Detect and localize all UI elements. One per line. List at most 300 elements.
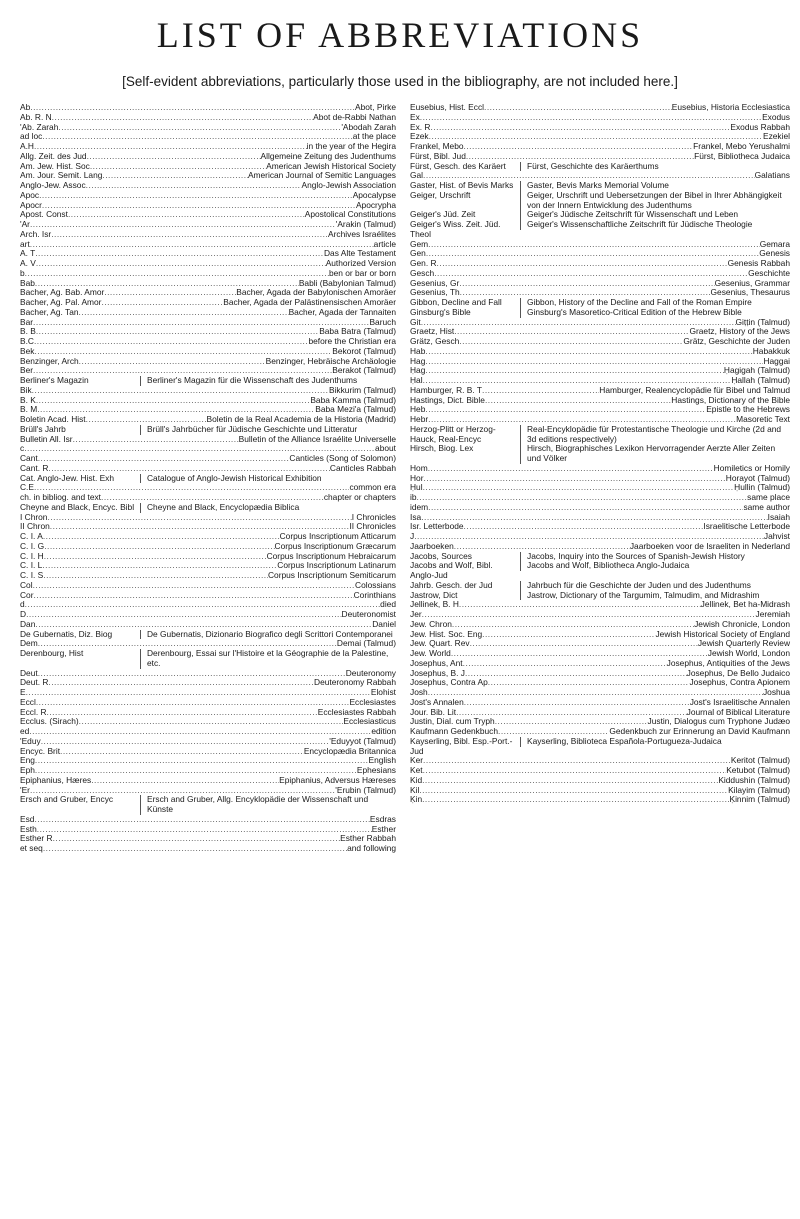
abbreviation-term: Allg. Zeit. des Jud [20, 150, 87, 161]
abbreviation-meaning: Jacobs, Inquiry into the Sources of Spanish-Jewish History [520, 552, 790, 562]
abbreviation-term: Ab. R. N [20, 111, 52, 122]
abbreviation-meaning: Esther [371, 823, 396, 834]
abbreviation-entry [410, 191, 790, 211]
abbreviation-term: B.C [20, 336, 34, 346]
dot-leader [101, 298, 223, 308]
abbreviation-meaning: Horayot (Talmud) [725, 472, 790, 483]
abbreviation-term: A. T [20, 248, 36, 259]
abbreviation-term: II Chron [20, 521, 50, 532]
dot-leader [79, 308, 289, 318]
abbreviation-term: et seq [20, 843, 43, 853]
abbreviation-term: Ex. R [410, 121, 431, 132]
abbreviation-term: Frankel, Mebo [410, 141, 464, 151]
abbreviation-entry [20, 844, 396, 854]
abbreviation-term: Bek [20, 345, 35, 356]
abbreviation-meaning: about [375, 443, 396, 454]
abbreviation-meaning: Jeremiah [755, 609, 790, 619]
abbreviation-term: Bar [20, 316, 34, 327]
abbreviation-meaning: Baba Kamma (Talmud) [310, 394, 396, 405]
abbreviation-term: Jaarboeken [410, 540, 454, 551]
abbreviation-meaning: Derenbourg, Essai sur l'Histoire et la Géographie de la Palestine, etc. [140, 649, 396, 669]
abbreviation-term: Bacher, Ag. Pal. Amor [20, 297, 102, 307]
abbreviation-term: Grätz, Gesch [410, 336, 460, 346]
abbreviation-meaning: Deuteronomy Rabbah [314, 677, 396, 688]
abbreviation-meaning: Gemara [759, 238, 790, 249]
abbreviation-term: Bacher, Ag. Tan [20, 306, 79, 317]
abbreviation-meaning: Giṭṭin (Talmud) [735, 316, 790, 327]
abbreviation-entry [20, 123, 396, 133]
abbreviation-entry [410, 405, 790, 415]
abbreviation-meaning: Corpus Inscriptionum Latinarum [277, 560, 396, 571]
dot-leader [482, 630, 655, 640]
abbreviation-term: Gibbon, Decline and Fall [410, 297, 502, 307]
dot-leader [425, 405, 706, 415]
dot-leader [425, 347, 752, 357]
abbreviation-term: Hag [410, 355, 426, 366]
abbreviation-term: c [20, 443, 25, 454]
abbreviation-term: Eusebius, Hist. Eccl [410, 102, 485, 112]
abbreviation-term: Col [20, 579, 33, 590]
abbreviation-term: Ḳin [410, 794, 423, 805]
abbreviation-term: d [20, 599, 25, 610]
abbreviation-meaning: Jacobs and Wolf, Bibliotheca Anglo-Judaica [520, 561, 790, 571]
abbreviation-meaning: 'Erubin (Talmud) [335, 784, 396, 795]
abbreviation-entry [20, 649, 396, 669]
dot-leader [79, 717, 344, 727]
abbreviation-meaning: Baba Batra (Talmud) [319, 326, 396, 337]
dot-leader [68, 210, 305, 220]
abbreviation-meaning: ben or bar or born [328, 267, 396, 278]
abbreviation-entry [410, 123, 790, 133]
abbreviation-meaning: Jewish Historical Society of England [655, 628, 790, 639]
abbreviation-term: Apoc [20, 189, 40, 200]
abbreviation-term: A. V [20, 258, 36, 268]
abbreviation-term: Gen [410, 248, 426, 259]
abbreviation-meaning: Kayserling, Biblioteca Española-Portugueza-Judaica [520, 737, 790, 747]
abbreviation-meaning: Hamburger, Realencyclopädie für Bibel und Talmud [599, 384, 790, 395]
abbreviation-term: Gal [410, 170, 424, 181]
dot-leader [26, 688, 371, 698]
abbreviation-meaning: Abot, Pirke [355, 102, 396, 112]
abbreviation-term: Jew. Quart. Rev [410, 638, 470, 649]
abbreviation-term: Jost's Annalen [410, 696, 464, 707]
abbreviation-meaning: chapter or chapters [323, 492, 396, 502]
abbreviation-term: Deut. R [20, 677, 49, 688]
abbreviation-meaning: Ecclesiasticus [343, 716, 396, 727]
abbreviation-term: 'Ar [20, 219, 30, 229]
abbreviation-meaning: II Chronicles [349, 521, 396, 532]
abbreviation-entry [410, 522, 790, 532]
dot-leader [423, 483, 735, 493]
abbreviation-entry [410, 162, 790, 172]
abbreviation-term: 'Er [20, 784, 30, 795]
abbreviation-term: Kayserling, Bibl. Esp.-Port.-Jud [410, 735, 513, 756]
abbreviation-meaning: Elohist [370, 687, 396, 697]
abbreviation-meaning: before the Christian era [308, 336, 396, 346]
abbreviation-term: Gaster, Hist. of Bevis Marks [410, 180, 514, 190]
abbreviation-meaning: Canticles (Song of Solomon) [289, 453, 396, 463]
dot-leader [30, 103, 355, 113]
abbreviation-meaning: Canticles Rabbah [329, 462, 396, 473]
abbreviation-meaning: De Gubernatis, Dizionario Biografico degli Scrittori Contemporanei [140, 630, 396, 640]
abbreviation-term: Ex [410, 111, 420, 122]
dot-leader [53, 834, 341, 844]
abbreviation-term: ch. in bibliog. and text [20, 492, 102, 502]
abbreviation-entry [20, 308, 396, 318]
abbreviation-meaning: Apostolical Constitutions [304, 209, 396, 220]
dot-leader [25, 600, 380, 610]
abbreviation-term: Ginsburg's Bible [410, 306, 471, 317]
abbreviation-entry [20, 581, 396, 591]
abbreviation-term: Brüll's Jahrb [20, 423, 66, 434]
abbreviation-meaning: Gesenius, Grammar [714, 277, 790, 288]
abbreviation-meaning: Abot de-Rabbi Nathan [313, 111, 396, 122]
abbreviation-term: art [20, 238, 30, 249]
dot-leader [424, 474, 726, 484]
dot-leader [36, 259, 326, 269]
abbreviation-meaning: Baba Mezi'a (Talmud) [315, 404, 396, 415]
abbreviation-term: Isr. Letterbode [410, 521, 464, 532]
abbreviation-term: Ber [20, 365, 34, 376]
abbreviation-term: Fürst, Gesch. des Karäert [410, 160, 506, 171]
dot-leader [423, 766, 727, 776]
abbreviation-meaning: edition [371, 726, 396, 736]
abbreviation-term: Esther R [20, 833, 53, 844]
dot-leader [465, 669, 687, 679]
abbreviation-meaning: Epistle to the Hebrews [706, 404, 790, 415]
abbreviation-meaning: American Journal of Semitic Languages [247, 170, 396, 181]
abbreviation-meaning: Baruch [369, 316, 396, 327]
abbreviation-entry [410, 337, 790, 347]
dot-leader [36, 327, 319, 337]
dot-leader [422, 795, 729, 805]
abbreviation-term: Jahrb. Gesch. der Jud [410, 579, 493, 590]
abbreviation-term: Bacher, Ag. Bab. Amor [20, 287, 105, 298]
abbreviation-meaning: Genesis Rabbah [727, 258, 790, 268]
abbreviation-term: Benzinger, Arch [20, 355, 79, 366]
dot-leader [488, 678, 690, 688]
abbreviation-term: Josephus, Contra Ap [410, 677, 488, 688]
abbreviation-entry [410, 561, 790, 581]
dot-leader [91, 776, 279, 786]
abbreviation-meaning: Bekorot (Talmud) [332, 345, 396, 356]
abbreviation-entry [410, 240, 790, 250]
abbreviation-term: D [20, 609, 27, 619]
abbreviation-meaning: Apocrypha [355, 199, 396, 210]
abbreviation-meaning: Isaiah [767, 511, 790, 522]
abbreviation-meaning: Deuteronomy [345, 667, 396, 678]
dot-leader [459, 279, 714, 289]
abbreviation-entry [20, 571, 396, 581]
abbreviation-term: Am. Jour. Semit. Lang [20, 170, 103, 181]
abbreviation-term: Josh [410, 687, 428, 697]
abbreviation-meaning: Genesis [759, 248, 790, 259]
abbreviation-term: ed [20, 726, 30, 736]
abbreviation-term: Cor [20, 589, 34, 600]
dot-leader [420, 113, 762, 123]
abbreviation-meaning: Ḥullin (Talmud) [734, 482, 790, 493]
abbreviation-term: Hebr [410, 414, 429, 424]
abbreviation-meaning: Ginsburg's Masoretico-Critical Edition of the Hebrew Bible [520, 308, 790, 318]
abbreviation-meaning: Gesenius, Thesaurus [710, 287, 790, 298]
abbreviation-term: Gen. R [410, 258, 437, 268]
abbreviation-entry [20, 717, 396, 727]
abbreviation-entry [20, 815, 396, 825]
dot-leader [423, 756, 731, 766]
dot-leader [52, 113, 313, 123]
abbreviation-term: Jer [410, 609, 422, 619]
dot-leader [47, 708, 318, 718]
abbreviation-meaning: Joshua [762, 687, 790, 697]
dot-leader [425, 366, 724, 376]
abbreviation-meaning: Gibbon, History of the Decline and Fall of the Roman Empire [520, 298, 790, 308]
abbreviation-term: Kaufmann Gedenkbuch [410, 726, 498, 736]
abbreviation-term: Kil [410, 784, 420, 795]
abbreviation-term: Ezek [410, 131, 429, 142]
dot-leader [30, 220, 336, 230]
abbreviation-term: B. B [20, 326, 36, 337]
abbreviation-meaning: Corpus Inscriptionum Hebraicarum [266, 550, 396, 561]
abbreviation-term: Ker [410, 755, 424, 766]
abbreviation-entry [410, 103, 790, 113]
dot-leader [32, 386, 329, 396]
abbreviation-meaning: Keritot (Talmud) [730, 755, 790, 766]
abbreviation-meaning: Bacher, Agada der Tannaiten [288, 306, 396, 317]
abbreviation-meaning: Exodus [762, 111, 790, 122]
dot-leader [60, 747, 304, 757]
dot-leader [25, 269, 329, 279]
abbreviation-term: Herzog-Plitt or Herzog-Hauck, Real-Encyc [410, 423, 496, 444]
abbreviation-term: Josephus, B. J [410, 667, 465, 678]
abbreviation-meaning: Haggai [763, 355, 790, 366]
abbreviation-term: De Gubernatis, Diz. Biog [20, 628, 113, 639]
abbreviation-term: b [20, 267, 25, 278]
abbreviation-meaning: at the place [352, 131, 396, 142]
abbreviation-meaning: Encyclopædia Britannica [303, 745, 396, 756]
abbreviation-term: Ersch and Gruber, Encyc [20, 794, 114, 805]
dot-leader [34, 337, 309, 347]
abbreviation-meaning: Josephus, Antiquities of the Jews [666, 657, 790, 668]
dot-leader [26, 610, 341, 620]
dot-leader [79, 357, 266, 367]
abbreviation-meaning: same place [747, 492, 790, 502]
abbreviation-term: Isa [410, 511, 422, 522]
abbreviation-term: Hom [410, 462, 428, 473]
dot-leader [47, 513, 351, 523]
dot-leader [36, 698, 350, 708]
abbreviation-meaning: common era [349, 482, 396, 493]
dot-leader [43, 571, 268, 581]
dot-leader [421, 318, 736, 328]
abbreviation-term: Eccl. R [20, 706, 47, 717]
abbreviation-meaning: Esdras [369, 813, 396, 824]
abbreviation-term: Ket [410, 765, 423, 775]
dot-leader [425, 357, 763, 367]
abbreviation-term: C. I. H [20, 550, 44, 561]
abbreviation-meaning: Ḥallah (Talmud) [731, 375, 790, 385]
abbreviation-term: Geiger, Urschrift [410, 189, 471, 200]
abbreviation-meaning: Catalogue of Anglo-Jewish Historical Exhibition [140, 474, 396, 484]
abbreviation-term: Josephus, Ant [410, 657, 463, 668]
dot-leader [43, 844, 347, 854]
abbreviation-meaning: Kilayim (Talmud) [728, 784, 790, 795]
abbreviation-term: Eph [20, 765, 35, 775]
dot-leader [43, 532, 280, 542]
dot-leader [464, 522, 704, 532]
abbreviation-term: Geiger's Jüd. Zeit [410, 209, 476, 220]
abbreviation-meaning: Graetz, History of the Jews [689, 326, 790, 337]
abbreviation-meaning: Jost's Israelitische Annalen [689, 696, 790, 707]
abbreviation-term: 'Ab. Zarah [20, 121, 59, 132]
abbreviation-meaning: English [368, 755, 396, 766]
abbreviation-meaning: Homiletics or Homily [713, 462, 790, 473]
abbreviation-term: Ḥul [410, 482, 423, 493]
abbreviation-term: ib [410, 492, 417, 502]
abbreviation-entry [20, 191, 396, 201]
abbreviation-term: Cant. R [20, 462, 49, 473]
abbreviation-entry [20, 113, 396, 123]
abbreviation-term: Arch. Isr [20, 228, 52, 239]
abbreviation-term: J [410, 531, 415, 541]
abbreviation-meaning: Bulletin of the Alliance Israélite Universelle [238, 433, 396, 444]
dot-leader [437, 259, 728, 269]
abbreviation-term: Gesenius, Gr [410, 277, 460, 288]
right-abbreviation-column [410, 103, 790, 805]
abbreviation-term: Jellinek, B. H [410, 599, 459, 610]
abbreviation-meaning: Geiger's Jüdische Zeitschrift für Wissenschaft und Leben [520, 210, 790, 220]
abbreviation-meaning: Josephus, De Bello Judaico [686, 667, 790, 678]
abbreviation-term: Jastrow, Dict [410, 589, 458, 600]
dot-leader [34, 591, 354, 601]
dot-leader [459, 337, 683, 347]
abbreviation-meaning: Colossians [355, 579, 396, 590]
dot-leader [104, 288, 236, 298]
abbreviation-term: Anglo-Jew. Assoc [20, 180, 86, 190]
abbreviation-term: Ḥal [410, 375, 423, 385]
dot-leader [35, 756, 369, 766]
abbreviation-term: Fürst, Bibl. Jud [410, 150, 466, 161]
dot-leader [90, 162, 266, 172]
abbreviation-meaning: Boletin de la Real Academia de la Historia (Madrid) [206, 414, 396, 424]
dot-leader [484, 103, 672, 113]
abbreviation-term: ad loc [20, 131, 43, 142]
abbreviation-entry [410, 474, 790, 484]
abbreviation-term: C. I. L [20, 560, 43, 571]
abbreviation-entry [410, 444, 790, 464]
abbreviation-meaning: Bacher, Agada der Babylonischen Amoräer [236, 287, 396, 298]
abbreviation-meaning: Galatians [754, 170, 790, 181]
abbreviation-entry [410, 259, 790, 269]
abbreviation-entry [20, 435, 396, 445]
abbreviation-term: Eccl [20, 696, 36, 707]
abbreviation-meaning: Jahvist [763, 531, 790, 541]
abbreviation-term: I Chron [20, 511, 48, 522]
abbreviation-meaning: Corpus Inscriptionum Atticarum [279, 531, 396, 541]
abbreviation-meaning: Justin, Dialogus cum Tryphone Judæo [647, 716, 790, 727]
abbreviation-meaning: Bacher, Agada der Palästinensischen Amoräer [223, 297, 396, 307]
abbreviation-meaning: in the year of the Hegira [306, 141, 396, 151]
abbreviation-term: C. I. S [20, 570, 44, 580]
abbreviation-meaning: Frankel, Mebo Yerushalmi [693, 141, 790, 151]
abbreviation-entry [410, 308, 790, 318]
abbreviation-meaning: Israelitische Letterbode [703, 521, 790, 532]
abbreviation-meaning: Geiger, Urschrift und Uebersetzungen der Bibel in Ihrer Abhängigkeit von der Innern Entwicklung des Judenthums [520, 191, 790, 211]
abbreviation-entry [410, 678, 790, 688]
abbreviation-term: Ḥag [410, 365, 426, 376]
abbreviation-meaning: Jellinek, Bet ha-Midrash [700, 599, 790, 610]
abbreviation-meaning: Deuteronomist [341, 609, 396, 619]
dot-leader [464, 142, 694, 152]
abbreviation-meaning: Ersch and Gruber, Allg. Encyklopädie der Wissenschaft und Künste [140, 795, 396, 815]
abbreviation-meaning: Daniel [372, 618, 396, 629]
abbreviation-entry [20, 834, 396, 844]
abbreviation-entry [410, 220, 790, 240]
abbreviation-meaning: Cheyne and Black, Encyclopædia Biblica [140, 503, 396, 513]
dot-leader [38, 454, 290, 464]
abbreviation-entry [410, 503, 790, 513]
abbreviation-term: Cant [20, 453, 38, 463]
dot-leader [426, 249, 759, 259]
dot-leader [34, 815, 369, 825]
abbreviation-meaning: Archives Israélites [328, 228, 396, 239]
abbreviation-meaning: Ecclesiastes [349, 696, 396, 707]
abbreviation-meaning: Jastrow, Dictionary of the Targumim, Talmudim, and Midrashim [520, 591, 790, 601]
abbreviation-term: Boletin Acad. Hist [20, 414, 86, 424]
abbreviation-entry [20, 230, 396, 240]
abbreviation-meaning: Corinthians [353, 589, 396, 600]
dot-leader [454, 327, 689, 337]
abbreviation-term: Gesenius, Th [410, 287, 460, 298]
abbreviation-term: Ab [20, 102, 31, 112]
abbreviation-term: Gesch [410, 267, 435, 278]
dot-leader [463, 659, 667, 669]
dot-leader [417, 493, 748, 503]
abbreviation-entry [20, 513, 396, 523]
abbreviation-term: idem [410, 501, 429, 512]
abbreviation-term: Hor [410, 472, 424, 483]
abbreviation-meaning: Babli (Babylonian Talmud) [298, 277, 396, 288]
abbreviation-meaning: Hastings, Dictionary of the Bible [671, 394, 790, 405]
abbreviation-meaning: Masoretic Text [736, 414, 790, 424]
abbreviation-entry [20, 600, 396, 610]
abbreviation-meaning: Geschichte [748, 267, 790, 278]
dot-leader [482, 386, 599, 396]
abbreviation-meaning: Berliner's Magazin für die Wissenschaft des Judenthums [140, 376, 396, 386]
abbreviation-meaning: Das Alte Testament [324, 248, 396, 259]
abbreviation-term: B. M [20, 404, 38, 415]
abbreviation-meaning: 'Eduyyot (Talmud) [329, 735, 396, 746]
abbreviation-meaning: Josephus, Contra Apionem [689, 677, 790, 688]
abbreviation-term: Epiphanius, Hæres [20, 774, 92, 785]
abbreviation-term: Hab [410, 345, 426, 356]
page-subtitle: [Self-evident abbreviations, particularly those used in the bibliography, are not included here.] [122, 74, 678, 89]
abbreviation-meaning: Geiger's Wissenschaftliche Zeitschrift für Jüdische Theologie [520, 220, 790, 230]
abbreviation-meaning: Fürst, Bibliotheca Judaica [694, 150, 790, 161]
abbreviation-term: Hamburger, R. B. T [410, 384, 482, 395]
abbreviation-term: Jacobs and Wolf, Bibl. Anglo-Jud [410, 560, 493, 580]
abbreviation-meaning: Allgemeine Zeitung des Judenthums [260, 150, 396, 161]
abbreviation-meaning: Ecclesiastes Rabbah [317, 706, 396, 717]
abbreviation-term: Jew. Hist. Soc. Eng [410, 628, 483, 639]
abbreviation-meaning: same author [743, 501, 790, 512]
dot-leader [48, 678, 314, 688]
abbreviation-term: B. K [20, 394, 36, 405]
abbreviation-meaning: Demai (Talmud) [336, 638, 396, 649]
dot-leader [39, 191, 353, 201]
abbreviation-meaning: Jewish Chronicle, London [694, 618, 790, 629]
dot-leader [428, 464, 714, 474]
abbreviation-meaning: Ketubot (Talmud) [726, 765, 790, 775]
